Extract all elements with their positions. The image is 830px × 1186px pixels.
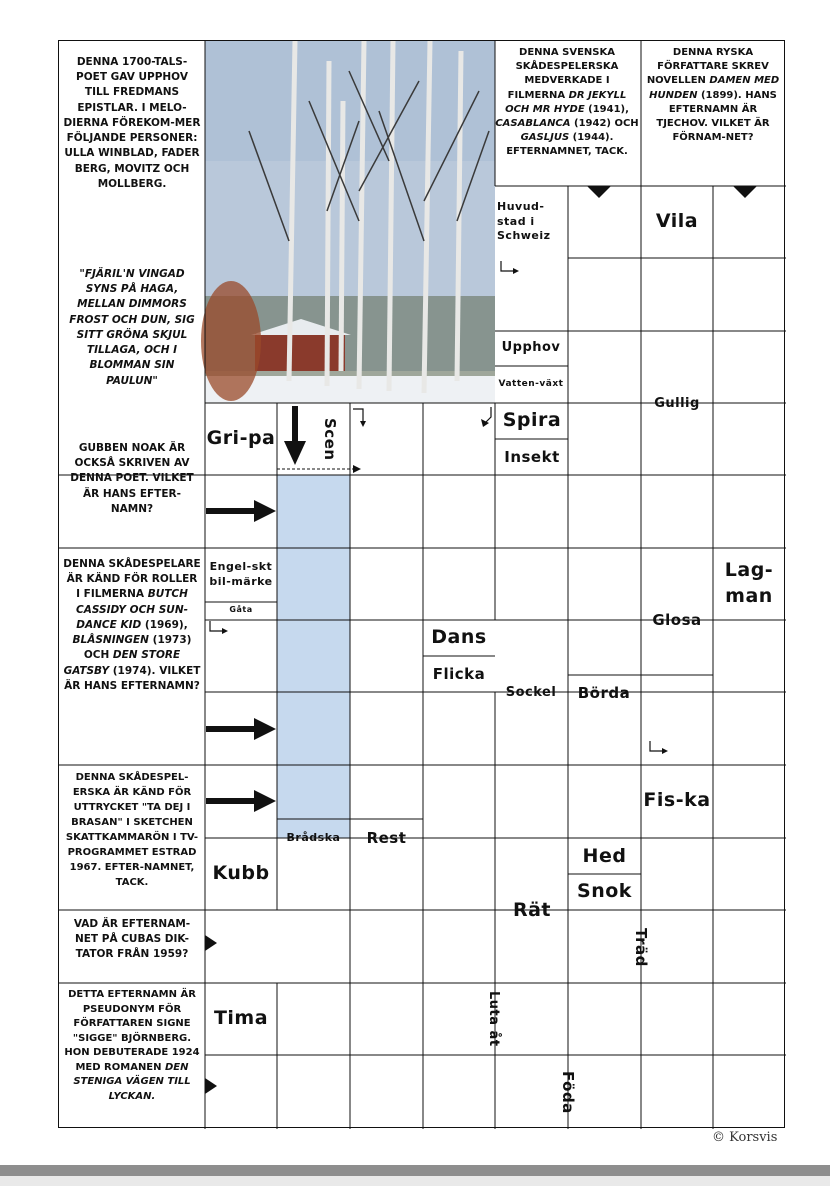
elbow-head <box>360 421 366 427</box>
word-upphov: Upphov <box>501 340 561 356</box>
clue-swedish-actress: DENNA SVENSKA SKÅDESPELERSKA MEDVERKADE I FILMERNA DR JEKYLL OCH MR HYDE (1941), CASABLANCA (1942) OCH GASLJUS (1944). EFTERNAMNET, TACK. <box>495 47 639 158</box>
word-bradska: Brådska <box>286 830 341 844</box>
crossword-puzzle <box>58 40 785 1128</box>
elbow-arrow-icon <box>481 407 491 427</box>
word-gripa: Gri-pa <box>206 427 276 450</box>
small-arrow-down-icon <box>587 186 611 198</box>
arrow-head <box>254 500 276 522</box>
clue-bellman-quote: "FJÄRIL'N VINGAD SYNS PÅ HAGA, MELLAN DIMMORS FROST OCH DUN, SIG SITT GRÖNA SKJUL TILLAGA, OCH I BLOMMAN SIN PAULUN" <box>69 268 195 387</box>
arrow-shaft <box>292 406 298 444</box>
word-glosa: Glosa <box>652 610 702 629</box>
word-foda: Föda <box>559 1070 578 1114</box>
elbow-line <box>353 409 363 421</box>
word-tima: Tima <box>213 1007 269 1030</box>
clue-bellman-noak: GUBBEN NOAK ÄR OCKSÅ SKRIVEN AV DENNA POET. VILKET ÄR HANS EFTER-NAMN? <box>70 442 194 515</box>
clue-cuba: VAD ÄR EFTERNAM-NET PÅ CUBAS DIK-TATOR FRÅN 1959? <box>73 918 191 961</box>
elbow-arrow-icon <box>501 261 519 274</box>
word-insekt: Insekt <box>504 447 560 466</box>
elbow-arrow-icon <box>353 409 366 427</box>
arrow-head <box>284 441 306 465</box>
elbow-line <box>501 261 513 271</box>
word-hed: Hed <box>582 845 627 868</box>
clue-bellman: DENNA 1700-TALS-POET GAV UPPHOV TILL FREDMANS EPISTLAR. I MELO-DIERNA FÖREKOM-MER FÖLJANDE PERSONER: ULLA WINBLAD, FADER BERG, MOVITZ OCH MOLLBERG. <box>63 56 201 190</box>
small-arrow-right-icon <box>205 1078 217 1094</box>
word-lagman: Lag-man <box>724 559 774 607</box>
elbow-line <box>650 741 662 751</box>
word-luta-at: Luta åt <box>485 991 501 1047</box>
arrow-shaft <box>206 726 256 732</box>
word-fiska: Fis-ka <box>643 789 711 812</box>
dashed-arrow-head <box>353 465 361 473</box>
word-snok: Snok <box>577 880 632 903</box>
elbow-head <box>513 268 519 274</box>
arrow-down-icon <box>284 406 306 465</box>
elbow-arrow-icon <box>210 621 228 634</box>
word-spira: Spira <box>502 409 562 432</box>
arrow-right-icon <box>206 718 276 740</box>
word-rat: Rät <box>512 899 552 922</box>
word-gullig: Gullig <box>654 396 700 412</box>
word-gata: Gåta <box>229 604 253 614</box>
word-rest: Rest <box>366 828 407 847</box>
small-arrow-right-icon <box>205 935 217 951</box>
clue-actor: DENNA SKÅDESPELARE ÄR KÄND FÖR ROLLER I FILMERNA BUTCH CASSIDY OCH SUN-DANCE KID (1969), BLÅSNINGEN (1973) OCH DEN STORE GATSBY (1974). VILKET ÄR HANS EFTERNAMN? <box>63 558 201 692</box>
page-edge-shadow-light <box>0 1176 830 1186</box>
elbow-head <box>222 628 228 634</box>
copyright: © Korsvis <box>712 1130 778 1145</box>
word-kubb: Kubb <box>212 862 270 885</box>
word-engelskt-bilmarke: Engel-skt bil-märke <box>209 560 273 588</box>
word-borda: Börda <box>577 683 631 702</box>
grid-overlay <box>59 41 786 1129</box>
clue-brasan-actress: DENNA SKÅDESPEL-ERSKA ÄR KÄND FÖR UTTRYCKET "TA DEJ I BRASAN" I SKETCHEN SKATTKAMMARÖN I TV-PROGRAMMET ESTRAD 1967. EFTER-NAMNET, TACK. <box>65 772 199 888</box>
word-trad: Träd <box>632 927 651 967</box>
arrow-head <box>254 718 276 740</box>
elbow-arrow-icon <box>650 741 668 754</box>
word-flicka: Flicka <box>432 664 486 683</box>
elbow-head <box>662 748 668 754</box>
clue-pseudonym: DETTA EFTERNAMN ÄR PSEUDONYM FÖR FÖRFATTAREN SIGNE "SIGGE" BJÖRNBERG. HON DEBUTERADE 1924 MED ROMANEN DEN STENIGA VÄGEN TILL LYCKAN. <box>64 989 200 1102</box>
word-vila: Vila <box>655 210 699 233</box>
small-arrow-down-icon <box>733 186 757 198</box>
word-scen: Scen <box>321 417 340 461</box>
arrow-right-icon <box>206 500 276 522</box>
arrow-head <box>254 790 276 812</box>
arrow-shaft <box>206 798 256 804</box>
word-sockel: Sockel <box>505 685 557 701</box>
word-vattenvaxt: Vatten-växt <box>498 378 564 389</box>
elbow-line <box>210 621 222 631</box>
elbow-line <box>485 407 491 423</box>
arrow-shaft <box>206 508 256 514</box>
word-huvudstad: Huvud-stad i Schweiz <box>497 199 551 243</box>
word-dans: Dans <box>431 626 487 649</box>
clue-russian-author: DENNA RYSKA FÖRFATTARE SKREV NOVELLEN DAMEN MED HUNDEN (1899). HANS EFTERNAMN ÄR TJECHOV. VILKET ÄR FÖRNAM-NET? <box>646 47 780 144</box>
arrow-right-icon <box>206 790 276 812</box>
